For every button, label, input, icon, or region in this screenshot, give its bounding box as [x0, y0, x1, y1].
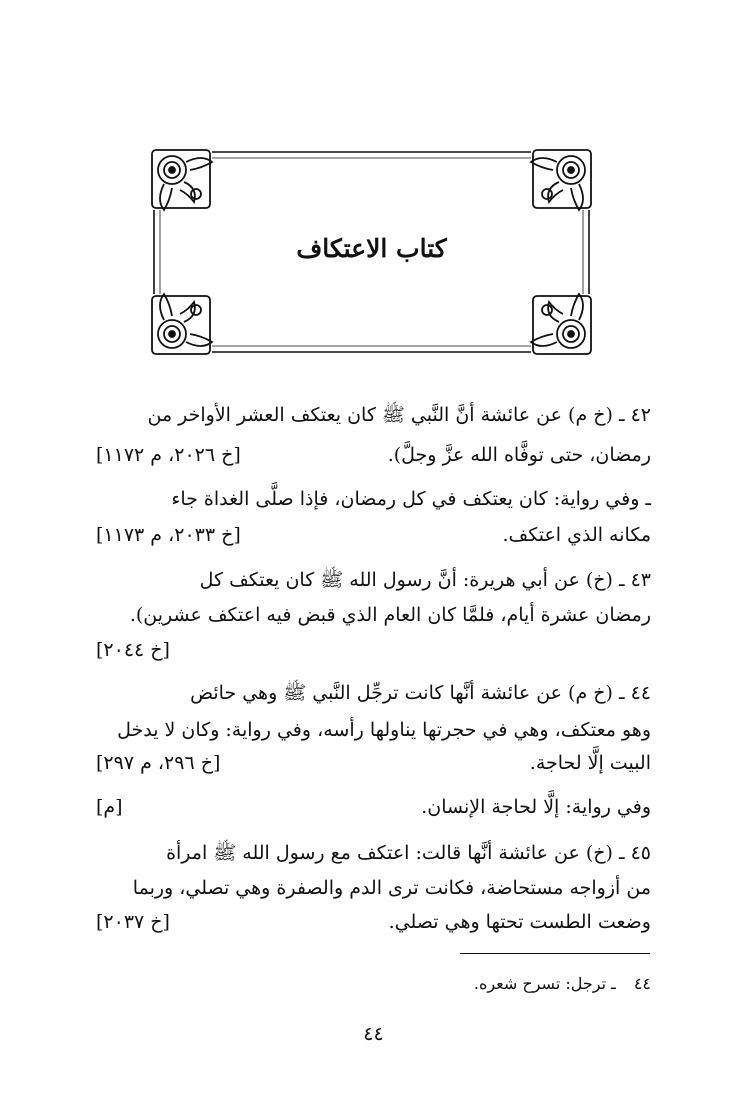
text-line — [96, 712, 651, 748]
line-text: وهو معتكف، وهي في حجرتها يناولها رأسه، وفي رواية: وكان لا يدخل — [117, 719, 651, 741]
source-reference: [خ ٢٠٤٤] — [96, 639, 170, 661]
text-line — [96, 481, 651, 517]
source-reference: [خ ٢٠٢٦، م ١١٧٢] — [96, 444, 241, 466]
line-text: رمضان، حتى توفَّاه الله عزَّ وجلَّ). — [387, 444, 651, 466]
text-line — [96, 597, 651, 633]
line-text: البيت إلَّا لحاجة. — [529, 752, 651, 774]
chapter-title: كتاب الاعتكاف — [296, 234, 447, 263]
text-line — [96, 437, 651, 473]
line-text: وضعت الطست تحتها وهي تصلي. — [388, 911, 651, 933]
line-text: ـ وفي رواية: كان يعتكف في كل رمضان، فإذا صلَّى الغداة جاء — [171, 488, 651, 510]
line-text: ٤٢ ـ (خ م) عن عائشة أنَّ النَّبي ﷺ كان يعتكف العشر الأواخر من — [147, 404, 651, 426]
source-reference: [خ ٢٠٣٧] — [96, 911, 170, 933]
text-line — [96, 675, 651, 711]
source-reference: [خ ٢٠٣٣، م ١١٧٣] — [96, 524, 241, 546]
text-line — [96, 517, 651, 553]
line-text: من أزواجه مستحاضة، فكانت ترى الدم والصفرة وهي تصلي، وربما — [132, 877, 651, 899]
text-line — [96, 562, 651, 598]
text-line — [96, 870, 651, 906]
footnote-text: ـ ترجل: تسرح شعره. — [473, 974, 616, 993]
line-text: وفي رواية: إلَّا لحاجة الإنسان. — [421, 796, 651, 818]
text-line — [96, 632, 651, 668]
page-number: ٤٤ — [363, 1023, 384, 1045]
source-reference: [م] — [96, 796, 123, 818]
line-text: ٤٤ ـ (خ م) عن عائشة أنَّها كانت ترجِّل النَّبي ﷺ وهي حائض — [190, 682, 651, 704]
footnote — [474, 970, 651, 998]
text-line — [96, 789, 651, 825]
chapter-title-frame — [150, 148, 593, 356]
text-line — [96, 397, 651, 433]
line-text: ٤٣ ـ (خ) عن أبي هريرة: أنَّ رسول الله ﷺ كان يعتكف كل — [199, 569, 651, 591]
text-line — [96, 835, 651, 871]
source-reference: [خ ٢٩٦، م ٢٩٧] — [96, 752, 221, 774]
line-text: مكانه الذي اعتكف. — [502, 524, 651, 546]
footnote-separator — [460, 953, 650, 954]
line-text: رمضان عشرة أيام، فلمَّا كان العام الذي قبض فيه اعتكف عشرين). — [129, 604, 651, 626]
corner-ornament-bottom-right — [531, 294, 591, 354]
line-text: ٤٥ ـ (خ) عن عائشة أنَّها قالت: اعتكف مع رسول الله ﷺ امرأة — [166, 842, 651, 864]
text-line — [96, 904, 651, 940]
text-line — [96, 745, 651, 781]
footnote-number: ٤٤ — [633, 974, 651, 993]
corner-ornament-top-left — [152, 150, 212, 210]
corner-ornament-top-right — [531, 150, 591, 210]
corner-ornament-bottom-left — [152, 294, 212, 354]
